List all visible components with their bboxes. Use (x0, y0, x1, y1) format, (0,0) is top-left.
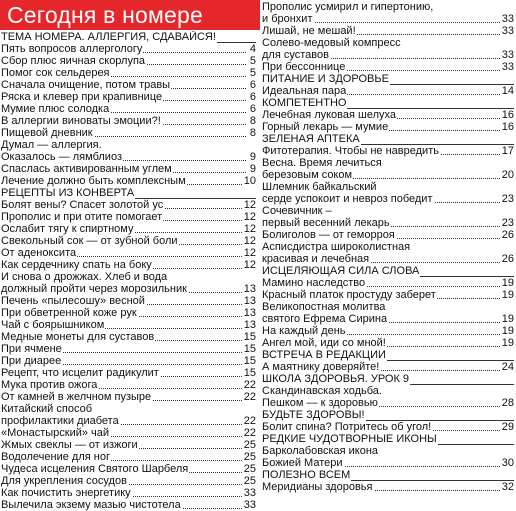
entry-title: Болят вены? Спасет золотой ус (1, 199, 164, 211)
contents-entry (1, 115, 256, 127)
entry-title: Помог сок сельдерея (1, 67, 110, 79)
entry-title: Чай с боярышником (1, 319, 105, 331)
contents-entry (1, 55, 256, 67)
entry-title: Весна. Время лечиться (262, 157, 382, 169)
entry-title: Горный лекарь — мумие (262, 121, 389, 133)
contents-entry (1, 235, 256, 247)
contents-entry (1, 415, 256, 427)
section-heading (262, 409, 514, 421)
contents-entry (1, 139, 256, 151)
entry-title: и бронхит (262, 13, 313, 25)
page-number: 5 (249, 55, 256, 67)
entry-title: Как почистить энергетику (1, 487, 131, 499)
contents-entry (262, 229, 514, 241)
page-number: 8 (249, 127, 256, 139)
contents-entry (262, 181, 514, 193)
entry-title: Рецепт, что исцелит радикулит (1, 367, 159, 379)
page-number: 8 (249, 115, 256, 127)
page-number: 12 (243, 259, 256, 271)
page-number: 33 (501, 13, 514, 25)
page-number: 33 (243, 499, 256, 511)
page-number: 13 (243, 319, 256, 331)
page-number: 9 (249, 163, 256, 175)
section-heading (262, 265, 514, 277)
entry-title: РЕЦЕПТЫ ИЗ КОНВЕРТА (1, 187, 135, 199)
contents-entry (262, 421, 514, 433)
page-number: 26 (501, 229, 514, 241)
entry-title: ИСЦЕЛЯЮЩАЯ СИЛА СЛОВА (262, 265, 420, 277)
contents-entry (262, 25, 514, 37)
page-number: 12 (243, 235, 256, 247)
page-number: 33 (501, 25, 514, 37)
page-number: 19 (501, 337, 514, 349)
page-number: 5 (249, 67, 256, 79)
contents-entry (1, 103, 256, 115)
contents-entry (1, 307, 256, 319)
contents-entry (1, 403, 256, 415)
entry-title: Прополис и при отите помогает (1, 211, 163, 223)
entry-title: Ослабит тягу к спиртному (1, 223, 134, 235)
contents-entry (1, 451, 256, 463)
page-number: 6 (249, 79, 256, 91)
entry-title: Ангел мой, иди со мной! (262, 337, 386, 349)
entry-title: В аллергии виноваты эмоции?! (1, 115, 161, 127)
contents-entry (1, 163, 256, 175)
page-number: 12 (243, 247, 256, 259)
contents-left-column (1, 31, 256, 511)
section-heading (1, 31, 256, 43)
entry-title: Идеальная пара (262, 85, 347, 97)
page-number: 33 (243, 487, 256, 499)
contents-entry (1, 463, 256, 475)
page-number: 6 (249, 103, 256, 115)
contents-entry (262, 301, 514, 313)
page-number: 14 (501, 85, 514, 97)
entry-title: КОМПЕТЕНТНО (262, 97, 347, 109)
contents-entry (1, 499, 256, 511)
page-number: 19 (501, 313, 514, 325)
contents-entry (262, 205, 514, 217)
page-number: 23 (501, 217, 514, 229)
entry-title: Скандинавская ходьба. (262, 385, 382, 397)
page-number: 16 (501, 109, 514, 121)
entry-title: На каждый день (262, 325, 346, 337)
page-number: 19 (501, 289, 514, 301)
section-heading (262, 133, 514, 145)
contents-entry (262, 193, 514, 205)
contents-entry (1, 91, 256, 103)
entry-title: Вылечила экзему мазью чистотела (1, 499, 181, 511)
contents-entry (262, 49, 514, 61)
section-heading (262, 469, 514, 481)
contents-entry (262, 361, 514, 373)
contents-entry (262, 385, 514, 397)
page-number: 22 (243, 415, 256, 427)
contents-entry (1, 271, 256, 283)
entry-title: Китайский способ (1, 403, 93, 415)
entry-title: профилактики диабета (1, 415, 119, 427)
page-number: 29 (501, 421, 514, 433)
page-number: 22 (243, 391, 256, 403)
contents-entry (1, 283, 256, 295)
entry-title: святого Ефрема Сирина (262, 313, 388, 325)
entry-title: Меридианы здоровья (262, 481, 373, 493)
contents-entry (262, 397, 514, 409)
entry-title: ВСТРЕЧА В РЕДАКЦИИ (262, 349, 386, 361)
entry-title: Думал — аллергия. (1, 139, 102, 151)
contents-entry (1, 319, 256, 331)
contents-entry (262, 313, 514, 325)
page-number: 17 (501, 145, 514, 157)
entry-title: красивая и лечебная (262, 253, 370, 265)
entry-title: серде успокоит и невроз победит (262, 193, 433, 205)
contents-entry (1, 43, 256, 55)
page-number: 33 (501, 49, 514, 61)
entry-title: Болиголов — от геморроя (262, 229, 395, 241)
entry-title: Свекольный сок — от зубной боли (1, 235, 178, 247)
contents-entry (1, 295, 256, 307)
entry-title: Чудеса исцеления Святого Шарбеля (1, 463, 189, 475)
entry-title: Шлемник байкальский (262, 181, 377, 193)
contents-entry (1, 355, 256, 367)
page-number: 25 (243, 451, 256, 463)
contents-entry (1, 475, 256, 487)
contents-entry (1, 379, 256, 391)
contents-entry (1, 199, 256, 211)
page-number: 22 (243, 379, 256, 391)
entry-title: Красный платок простуду заберет (262, 289, 436, 301)
section-heading (262, 73, 514, 85)
page-number: 12 (243, 223, 256, 235)
contents-entry (262, 37, 514, 49)
page-number: 30 (501, 457, 514, 469)
contents-right-column (262, 1, 514, 493)
page-number: 13 (243, 283, 256, 295)
entry-title: Медные монеты для суставов (1, 331, 155, 343)
entry-title: Асписдистра широколистная (262, 241, 411, 253)
page-number: 22 (243, 427, 256, 439)
page-number: 28 (501, 397, 514, 409)
entry-title: Оказалось — лямблиоз (1, 151, 122, 163)
contents-entry (1, 211, 256, 223)
contents-entry (1, 151, 256, 163)
contents-entry (1, 127, 256, 139)
contents-entry (262, 109, 514, 121)
entry-title: Сочевичник – (262, 205, 332, 217)
entry-title: При обветренной коже рук (1, 307, 137, 319)
entry-title: должный пройти через морозильник (1, 283, 187, 295)
entry-title: ТЕМА НОМЕРА. АЛЛЕРГИЯ, СДАВАЙСЯ! (1, 31, 216, 43)
contents-entry (262, 289, 514, 301)
contents-entry (1, 247, 256, 259)
entry-title: березовым соком (262, 169, 353, 181)
section-heading (1, 187, 256, 199)
page-number: 33 (501, 61, 514, 73)
entry-title: ЗЕЛЕНАЯ АПТЕКА (262, 133, 360, 145)
contents-entry (262, 217, 514, 229)
entry-title: Лечебная луковая шелуха (262, 109, 397, 121)
entry-title: Жмых свеклы — от изжоги (1, 439, 138, 451)
page-number: 16 (501, 121, 514, 133)
contents-entry (262, 481, 514, 493)
entry-title: БУДЬТЕ ЗДОРОВЫ! (262, 409, 365, 421)
contents-entry (1, 331, 256, 343)
contents-entry (262, 157, 514, 169)
entry-title: Мука против ожога (1, 379, 98, 391)
page-number: 9 (249, 151, 256, 163)
page-number: 15 (243, 343, 256, 355)
entry-title: Мамино наследство (262, 277, 366, 289)
entry-title: Фитотерапия. Чтобы не навредить (262, 145, 439, 157)
contents-entry (1, 223, 256, 235)
page-title: Сегодня в номере (7, 2, 204, 28)
contents-entry (262, 337, 514, 349)
page-number: 15 (243, 331, 256, 343)
contents-entry (262, 277, 514, 289)
page-number: 19 (501, 277, 514, 289)
entry-title: ШКОЛА ЗДОРОВЬЯ. УРОК 9 (262, 373, 410, 385)
contents-entry (1, 367, 256, 379)
entry-title: А маятнику доверяйте! (262, 361, 380, 373)
entry-title: первый весенний лекарь (262, 217, 390, 229)
page-number: 25 (243, 475, 256, 487)
page-number: 10 (243, 175, 256, 187)
contents-entry (262, 145, 514, 157)
entry-title: Печень «пылесошу» весной (1, 295, 145, 307)
contents-entry (262, 445, 514, 457)
contents-entry (1, 439, 256, 451)
entry-title: Спаслась активированным углем (1, 163, 172, 175)
contents-entry (262, 121, 514, 133)
entry-title: Мумие плюс солодка (1, 103, 110, 115)
page-number: 19 (501, 325, 514, 337)
entry-title: Болит спина? Потритесь об угол! (262, 421, 432, 433)
section-heading (262, 373, 514, 385)
contents-entry (262, 13, 514, 25)
entry-title: При ячмене (1, 343, 62, 355)
contents-entry (1, 175, 256, 187)
page-number: 4 (249, 43, 256, 55)
contents-entry (262, 1, 514, 13)
entry-title: Прополис усмирил и гипертонию, (262, 1, 434, 13)
contents-entry (262, 85, 514, 97)
entry-title: И снова о дрожжах. Хлеб и вода (1, 271, 168, 283)
page-number: 24 (501, 361, 514, 373)
contents-entry (1, 343, 256, 355)
entry-title: «Монастырский» чай (1, 427, 110, 439)
entry-title: Лишай, не мешай! (262, 25, 356, 37)
entry-title: ПИТАНИЕ И ЗДОРОВЬЕ (262, 73, 389, 85)
page-number: 13 (243, 295, 256, 307)
entry-title: От камней в желчном пузыре (1, 391, 152, 403)
entry-title: Водолечение для ног (1, 451, 110, 463)
section-heading (262, 433, 514, 445)
page-number: 12 (243, 211, 256, 223)
entry-title: Сбор плюс яичная скорлупа (1, 55, 146, 67)
page-number: 20 (501, 169, 514, 181)
entry-title: Лечение должно быть комплексным (1, 175, 186, 187)
page-number: 12 (243, 199, 256, 211)
entry-title: От аденоксита (1, 247, 77, 259)
entry-title: Великопостная молитва (262, 301, 386, 313)
page-number: 32 (501, 481, 514, 493)
entry-title: Солево-медовый компресс (262, 37, 401, 49)
contents-entry (1, 79, 256, 91)
entry-title: Как сердечнику спать на боку (1, 259, 152, 271)
contents-entry (1, 259, 256, 271)
entry-title: Для укрепления сосудов (1, 475, 127, 487)
page-number: 25 (243, 463, 256, 475)
contents-entry (1, 67, 256, 79)
entry-title: Сначала очищение, потом травы (1, 79, 171, 91)
entry-title: Пешком — к здоровью (262, 397, 378, 409)
entry-title: РЕДКИЕ ЧУДОТВОРНЫЕ ИКОНЫ (262, 433, 437, 445)
entry-title: ПОЛЕЗНО ВСЕМ (262, 469, 351, 481)
contents-entry (262, 253, 514, 265)
page-number: 15 (243, 355, 256, 367)
entry-title: Божией Матери (262, 457, 343, 469)
entry-title: для суставов (262, 49, 329, 61)
contents-entry (1, 391, 256, 403)
page-number: 26 (501, 253, 514, 265)
section-heading (262, 349, 514, 361)
entry-title: Барколабовская икона (262, 445, 379, 457)
entry-title: Пищевой дневник (1, 127, 93, 139)
entry-title: При диарее (1, 355, 62, 367)
contents-entry (262, 325, 514, 337)
page-number: 23 (501, 193, 514, 205)
title-banner (0, 0, 260, 30)
page-number: 6 (249, 91, 256, 103)
section-heading (262, 97, 514, 109)
contents-entry (1, 427, 256, 439)
page-number: 25 (243, 439, 256, 451)
page-number: 15 (243, 367, 256, 379)
contents-entry (262, 241, 514, 253)
page-number: 13 (243, 307, 256, 319)
contents-entry (262, 61, 514, 73)
entry-title: Ряска и клевер при крапивнице (1, 91, 163, 103)
contents-entry (262, 169, 514, 181)
contents-entry (1, 487, 256, 499)
entry-title: Пять вопросов аллергологу (1, 43, 143, 55)
contents-entry (262, 457, 514, 469)
entry-title: При бессоннице (262, 61, 346, 73)
